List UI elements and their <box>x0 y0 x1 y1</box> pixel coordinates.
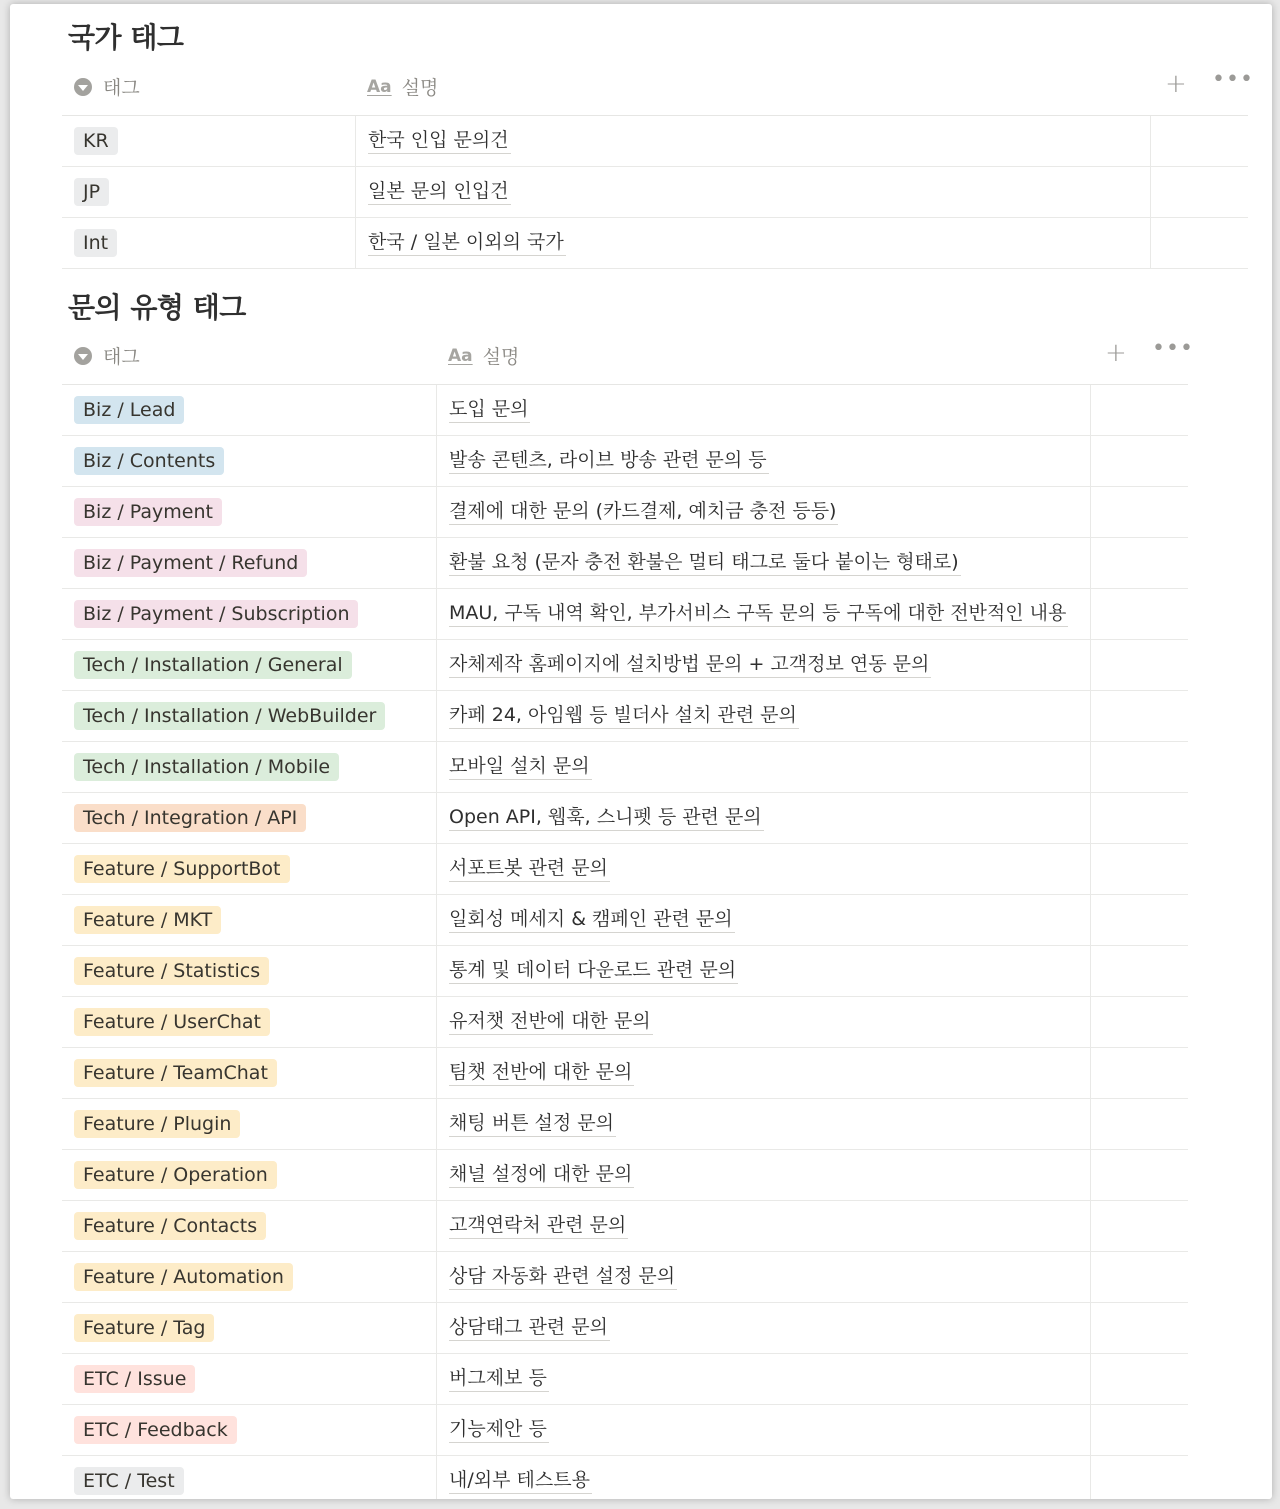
description-cell[interactable] <box>436 1354 1091 1404</box>
desc-column-label: 설명 <box>401 77 439 99</box>
description-cell[interactable] <box>436 742 1091 792</box>
inquiry-tag-table <box>62 328 1194 1499</box>
tag-chip[interactable]: Feature / Tag <box>74 1314 214 1342</box>
description-cell[interactable] <box>436 1201 1091 1251</box>
description-text: 채널 설정에 대한 문의 <box>449 1161 634 1188</box>
tag-cell[interactable] <box>62 167 356 217</box>
table-row[interactable] <box>62 116 1248 167</box>
tag-cell[interactable] <box>62 1303 437 1353</box>
desc-column-label: 설명 <box>482 346 520 368</box>
table-row[interactable] <box>62 487 1188 538</box>
tag-cell[interactable] <box>62 1405 437 1455</box>
table-row[interactable] <box>62 1303 1188 1354</box>
text-property-icon: Aa <box>448 345 473 366</box>
tag-chip[interactable]: Int <box>74 229 117 257</box>
description-text: 서포트봇 관련 문의 <box>449 855 610 882</box>
desc-column-header[interactable] <box>448 342 519 369</box>
tag-chip[interactable]: Tech / Installation / General <box>74 651 352 679</box>
table-row[interactable] <box>62 589 1188 640</box>
description-text: 내/외부 테스트용 <box>449 1467 592 1494</box>
description-cell[interactable] <box>436 946 1091 996</box>
notion-page <box>10 4 1272 1499</box>
tag-column-header[interactable] <box>74 73 140 100</box>
add-property-icon[interactable]: + <box>1165 69 1187 99</box>
description-cell[interactable] <box>355 218 1151 268</box>
select-property-icon <box>74 78 92 96</box>
description-text: 기능제안 등 <box>449 1416 549 1443</box>
description-cell[interactable] <box>436 1150 1091 1200</box>
table-row[interactable] <box>62 167 1248 218</box>
tag-column-header[interactable] <box>74 342 140 369</box>
tag-chip[interactable]: KR <box>74 127 118 155</box>
tag-chip[interactable]: Biz / Payment / Subscription <box>74 600 358 628</box>
description-cell[interactable] <box>436 1048 1091 1098</box>
text-property-icon: Aa <box>367 76 392 97</box>
table-row[interactable] <box>62 946 1188 997</box>
tag-chip[interactable]: ETC / Issue <box>74 1365 195 1393</box>
tag-cell[interactable] <box>62 844 437 894</box>
table-row[interactable] <box>62 742 1188 793</box>
description-text: Open API, 웹훅, 스니펫 등 관련 문의 <box>449 804 764 831</box>
table-row[interactable] <box>62 997 1188 1048</box>
country-tag-table <box>62 59 1254 269</box>
tag-cell[interactable] <box>62 116 356 166</box>
tag-cell[interactable] <box>62 946 437 996</box>
tag-chip[interactable]: ETC / Test <box>74 1467 184 1495</box>
tag-chip[interactable]: Biz / Payment <box>74 498 222 526</box>
description-text: 통계 및 데이터 다운로드 관련 문의 <box>449 957 738 984</box>
tag-chip[interactable]: Feature / UserChat <box>74 1008 270 1036</box>
table-row[interactable] <box>62 793 1188 844</box>
tag-chip[interactable]: Tech / Integration / API <box>74 804 306 832</box>
table-body <box>62 116 1248 269</box>
table-row[interactable] <box>62 436 1188 487</box>
description-text: 팀챗 전반에 대한 문의 <box>449 1059 634 1086</box>
tag-chip[interactable]: JP <box>74 178 109 206</box>
tag-chip[interactable]: Feature / Contacts <box>74 1212 266 1240</box>
table-row[interactable] <box>62 691 1188 742</box>
description-text: 자체제작 홈페이지에 설치방법 문의 + 고객정보 연동 문의 <box>449 651 931 678</box>
description-cell[interactable] <box>355 167 1151 217</box>
description-cell[interactable] <box>436 895 1091 945</box>
tag-cell[interactable] <box>62 487 437 537</box>
tag-cell[interactable] <box>62 997 437 1047</box>
tag-cell[interactable] <box>62 1150 437 1200</box>
description-text: 도입 문의 <box>449 396 530 423</box>
tag-chip[interactable]: Tech / Installation / Mobile <box>74 753 339 781</box>
description-cell[interactable] <box>436 844 1091 894</box>
table-row[interactable] <box>62 640 1188 691</box>
description-text: 모바일 설치 문의 <box>449 753 592 780</box>
tag-column-label: 태그 <box>103 346 140 368</box>
table-row[interactable] <box>62 895 1188 946</box>
tag-cell[interactable] <box>62 385 437 435</box>
table-row[interactable] <box>62 844 1188 895</box>
description-text: 고객연락처 관련 문의 <box>449 1212 628 1239</box>
table-row[interactable] <box>62 1405 1188 1456</box>
table-row[interactable] <box>62 1201 1188 1252</box>
description-text: 일회성 메세지 & 캠페인 관련 문의 <box>449 906 735 933</box>
description-cell[interactable] <box>436 1303 1091 1353</box>
more-options-icon[interactable]: ••• <box>1212 67 1254 92</box>
tag-chip[interactable]: Feature / TeamChat <box>74 1059 277 1087</box>
tag-cell[interactable] <box>62 538 437 588</box>
description-cell[interactable] <box>436 691 1091 741</box>
table-row[interactable] <box>62 1354 1188 1405</box>
tag-column-label: 태그 <box>103 77 140 99</box>
table-row[interactable] <box>62 385 1188 436</box>
section-title-inquiry: 문의 유형 태그 <box>68 291 246 324</box>
tag-chip[interactable]: Feature / MKT <box>74 906 221 934</box>
tag-chip[interactable]: Biz / Payment / Refund <box>74 549 307 577</box>
tag-cell[interactable] <box>62 895 437 945</box>
tag-cell[interactable] <box>62 793 437 843</box>
add-property-icon[interactable]: + <box>1105 338 1127 368</box>
more-options-icon[interactable]: ••• <box>1152 336 1194 361</box>
description-cell[interactable] <box>436 538 1091 588</box>
description-cell[interactable] <box>436 1405 1091 1455</box>
tag-cell[interactable] <box>62 691 437 741</box>
description-cell[interactable] <box>436 487 1091 537</box>
description-cell[interactable] <box>436 589 1091 639</box>
description-text: 결제에 대한 문의 (카드결제, 예치금 충전 등등) <box>449 498 838 525</box>
description-cell[interactable] <box>436 793 1091 843</box>
description-text: 상담태그 관련 문의 <box>449 1314 610 1341</box>
table-row[interactable] <box>62 1150 1188 1201</box>
description-cell[interactable] <box>436 1252 1091 1302</box>
description-text: 버그제보 등 <box>449 1365 549 1392</box>
description-text: 환불 요청 (문자 충전 환불은 멀티 태그로 둘다 붙이는 형태로) <box>449 549 961 576</box>
table-row[interactable] <box>62 218 1248 269</box>
tag-cell[interactable] <box>62 1048 437 1098</box>
description-text: 한국 인입 문의건 <box>368 127 511 154</box>
tag-cell[interactable] <box>62 1252 437 1302</box>
desc-column-header[interactable] <box>367 73 438 100</box>
tag-cell[interactable] <box>62 1354 437 1404</box>
table-row[interactable] <box>62 1048 1188 1099</box>
description-cell[interactable] <box>355 116 1151 166</box>
tag-cell[interactable] <box>62 218 356 268</box>
description-text: 채팅 버튼 설정 문의 <box>449 1110 616 1137</box>
table-row[interactable] <box>62 1456 1188 1499</box>
tag-chip[interactable]: Feature / SupportBot <box>74 855 290 883</box>
table-header <box>62 328 1194 385</box>
description-text: 발송 콘텐츠, 라이브 방송 관련 문의 등 <box>449 447 769 474</box>
tag-chip[interactable]: Feature / Plugin <box>74 1110 240 1138</box>
description-cell[interactable] <box>436 1456 1091 1499</box>
description-cell[interactable] <box>436 385 1091 435</box>
tag-cell[interactable] <box>62 1456 437 1499</box>
description-text: MAU, 구독 내역 확인, 부가서비스 구독 문의 등 구독에 대한 전반적인 내용 <box>449 600 1068 627</box>
tag-chip[interactable]: Feature / Statistics <box>74 957 269 985</box>
tag-chip[interactable]: ETC / Feedback <box>74 1416 237 1444</box>
tag-chip[interactable]: Feature / Operation <box>74 1161 277 1189</box>
description-text: 한국 / 일본 이외의 국가 <box>368 229 566 256</box>
description-cell[interactable] <box>436 997 1091 1047</box>
table-row[interactable] <box>62 1252 1188 1303</box>
tag-chip[interactable]: Biz / Contents <box>74 447 224 475</box>
select-property-icon <box>74 347 92 365</box>
description-cell[interactable] <box>436 640 1091 690</box>
table-body <box>62 385 1188 1499</box>
table-row[interactable] <box>62 1099 1188 1150</box>
tag-chip[interactable]: Biz / Lead <box>74 396 184 424</box>
table-header <box>62 59 1254 116</box>
description-cell[interactable] <box>436 1099 1091 1149</box>
table-row[interactable] <box>62 538 1188 589</box>
tag-cell[interactable] <box>62 589 437 639</box>
tag-cell[interactable] <box>62 742 437 792</box>
tag-cell[interactable] <box>62 640 437 690</box>
tag-cell[interactable] <box>62 1099 437 1149</box>
section-title-country: 국가 태그 <box>68 21 184 54</box>
tag-cell[interactable] <box>62 1201 437 1251</box>
description-text: 유저챗 전반에 대한 문의 <box>449 1008 653 1035</box>
tag-cell[interactable] <box>62 436 437 486</box>
description-text: 카페 24, 아임웹 등 빌더사 설치 관련 문의 <box>449 702 799 729</box>
description-text: 일본 문의 인입건 <box>368 178 511 205</box>
tag-chip[interactable]: Tech / Installation / WebBuilder <box>74 702 385 730</box>
tag-chip[interactable]: Feature / Automation <box>74 1263 293 1291</box>
description-text: 상담 자동화 관련 설정 문의 <box>449 1263 677 1290</box>
description-cell[interactable] <box>436 436 1091 486</box>
